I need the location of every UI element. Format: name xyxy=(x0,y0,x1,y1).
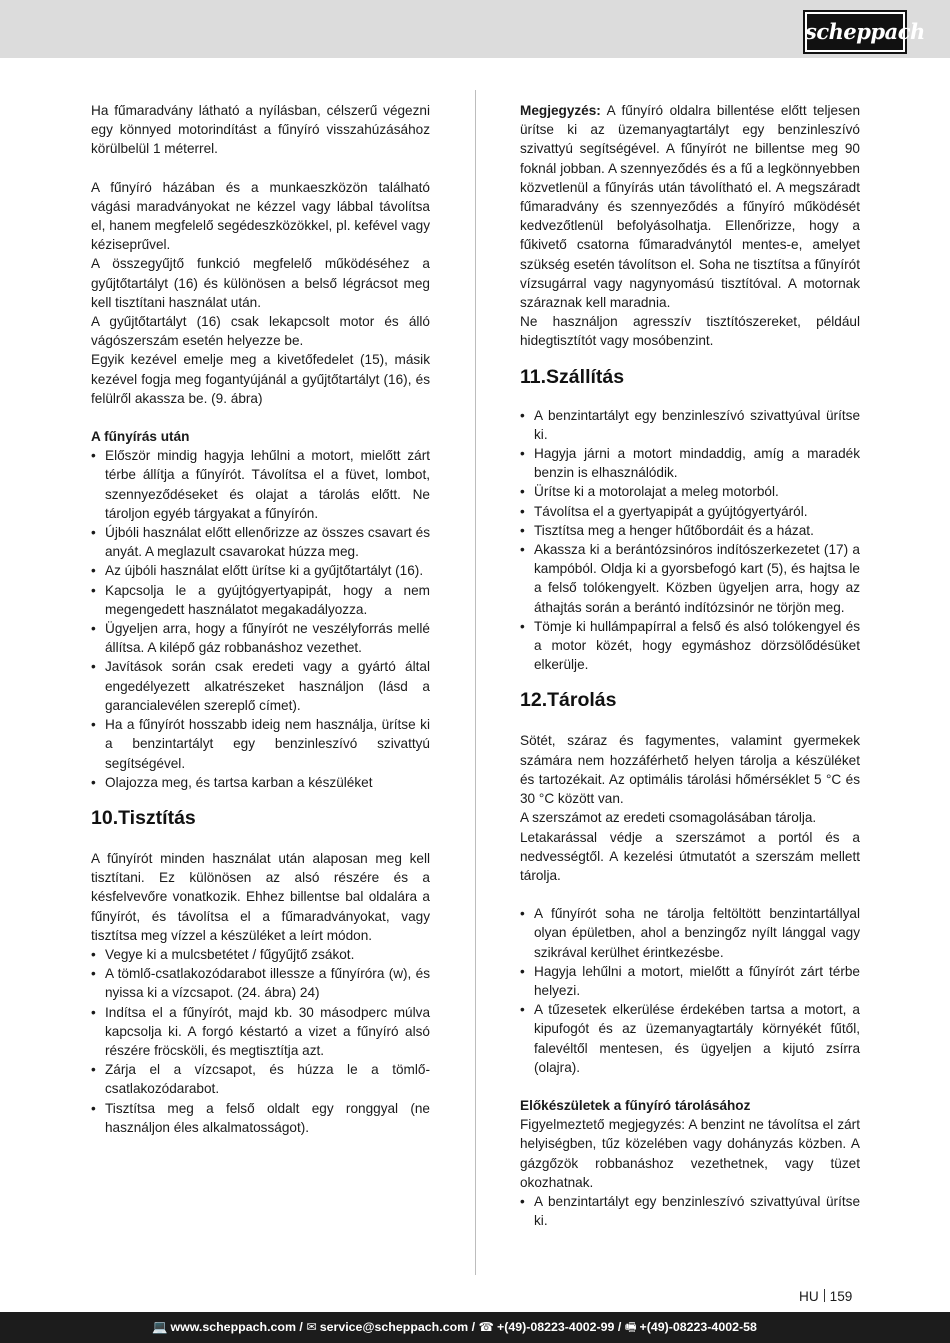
list-item: • Tisztítsa meg a henger hűtőbordáit és a házat. xyxy=(520,521,860,540)
list-item: • Ürítse ki a motorolajat a meleg motorból. xyxy=(520,482,860,501)
section-title: Tárolás xyxy=(547,689,617,712)
paragraph: Egyik kezével emelje meg a kivetőfedelet (15), másik kezével fogja meg fogantyújánál a gyűjtőtartályt (16), és felülről akassza be. (9. ábra) xyxy=(91,352,430,406)
fax-icon: 🖷 xyxy=(624,1320,637,1334)
list-item: • A fűnyírót soha ne tárolja feltöltött benzintartállyal olyan épületben, ahol a benzingőz nyílt lánggal vagy szikrával kerülhet érintkezésbe. xyxy=(520,904,860,962)
page-number-value: 159 xyxy=(829,1289,853,1304)
list-item: • A tűzesetek elkerülése érdekében tartsa a motort, a kipufogót és az üzemanyagtartály környékét fűtől, falevéltől mentesen, és ügyeljen a kijutó zsírra (olajra). xyxy=(520,1000,860,1077)
list-item: • Akassza ki a berántózsinóros indítószerkezetet (17) a kampóból. Oldja ki a gyorsbefogó kart (5), és hajtsa le a felső tolókengyelt. Közben ügyeljen arra, hogy az áthajtás során a berántó indítózsinór ne törjön meg. xyxy=(520,540,860,617)
header-bar xyxy=(0,0,950,58)
page-number xyxy=(799,1287,852,1306)
footer-website-link[interactable]: www.scheppach.com / xyxy=(170,1320,303,1334)
note-label: Megjegyzés: xyxy=(520,103,601,118)
paragraph: A összegyűjtő funkció megfelelő működéséhez a gyűjtőtartályt (16) és különösen a belső légrácsot meg kell tisztítani használat után. xyxy=(91,256,430,310)
scheppach-logo: scheppach xyxy=(803,10,907,54)
paragraph: A fűnyíró házában és a munkaeszközön található vágási maradványokat ne kézzel vagy lábbal távolítsa el, hanem megfelelő segédeszközökkel, pl. kefével vagy kéziseprűvel. xyxy=(91,179,430,253)
after-mowing-list xyxy=(91,446,430,792)
list-item: • Ügyeljen arra, hogy a fűnyírót ne veszélyforrás mellé állítsa. A kilépő gáz robbanáshoz vezethet. xyxy=(91,619,430,657)
list-item: • Zárja el a vízcsapot, és húzza le a tömlő-csatlakozódarabot. xyxy=(91,1060,430,1098)
note-text: A fűnyíró oldalra billentése előtt teljesen ürítse ki az üzemanyagtartályt egy benzinleszívó szivattyú segítségével. A fűnyírót ne billentse meg 90 foknál jobban. A szennyeződés és a fű a legkönnyebben közvetlenül a fűnyírás után távolítható el. A megszáradt fűmaradvány és szennyeződés a fűnyíró működését kedvezőtlenül befolyásolhatja. Ellenőrizze, hogy a fűkivető csatorna fűmaradványtól mentes-e, amelyet szükség esetén távolítson el. Soha ne tisztítsa a fűnyírót vízsugárral vagy nagynyomású tisztítóval. A motornak száraznak kell maradnia. xyxy=(520,103,860,311)
list-item: • A benzintartályt egy benzinleszívó szivattyúval ürítse ki. xyxy=(520,406,860,444)
note-paragraph xyxy=(520,101,860,312)
list-item: • Vegye ki a mulcsbetétet / fűgyűjtő zsákot. xyxy=(91,945,430,964)
paragraph: A fűnyírót minden használat után alaposan meg kell tisztítani. Ez különösen az alsó részére és a késfelvevőre vonatkozik. Ehhez billentse bal oldalára a fűnyírót, és távolítsa el a fűmaradványokat, vagy tisztítsa meg vízzel a készüléket a leírt módon. xyxy=(91,850,430,943)
right-column xyxy=(520,101,860,1230)
storage-prep-list xyxy=(520,1192,860,1230)
storage-list xyxy=(520,904,860,1077)
list-item: • Tömje ki hullámpapírral a felső és alsó tolókengyel és a motor közét, hogy egymáshoz dörzsölődésüket elkerülje. xyxy=(520,617,860,675)
paragraph: Letakarással védje a szerszámot a portól és a nedvességtől. A kezelési útmutatót a szerszám mellett tárolja. xyxy=(520,829,860,883)
footer-phone: +(49)-08223-4002-99 / xyxy=(496,1320,622,1334)
list-item: • Az újbóli használat előtt ürítse ki a gyűjtőtartályt (16). xyxy=(91,561,430,580)
paragraph: Sötét, száraz és fagymentes, valamint gyermekek számára nem hozzáférhető helyen tárolja a készüléket és tartozékait. Az optimális tárolási hőmérséklet 5 °C és 30 °C között van. xyxy=(520,733,860,807)
footer-email-link[interactable]: service@scheppach.com / xyxy=(319,1320,476,1334)
list-item: • Először mindig hagyja lehűlni a motort, mielőtt zárt térbe állítja a fűnyírót. Távolítsa el a füvet, lombot, szennyeződéseket és olajat a tárolás előtt. Ne tároljon egyéb tárgyakat a fűnyírón. xyxy=(91,446,430,523)
list-item: • Javítások során csak eredeti vagy a gyártó által engedélyezett alkatrészeket használjon (lásd a garancialevélen szereplő címet). xyxy=(91,657,430,715)
computer-icon: 💻 xyxy=(152,1320,168,1334)
section-heading-transport xyxy=(520,365,860,389)
paragraph: A szerszámot az eredeti csomagolásában tárolja. xyxy=(520,810,817,826)
section-title: Szállítás xyxy=(546,365,625,388)
page-number-separator xyxy=(824,1289,825,1302)
subheading-storage-prep: Előkészületek a fűnyíró tárolásához xyxy=(520,1097,751,1113)
list-item: • A tömlő-csatlakozódarabot illessze a fűnyíróra (w), és nyissa ki a vízcsapot. (24. ábra) 24) xyxy=(91,964,430,1002)
subheading-after-mowing: A fűnyírás után xyxy=(91,429,190,445)
section-title: Tisztítás xyxy=(118,806,196,829)
list-item: • Távolítsa el a gyertyapipát a gyújtógyertyáról. xyxy=(520,502,860,521)
email-icon: ✉ xyxy=(306,1320,317,1334)
section-number: 11. xyxy=(520,365,547,388)
paragraph: Ne használjon agresszív tisztítószereket, például hidegtisztítót vagy mosóbenzint. xyxy=(520,314,860,349)
footer-fax: +(49)-08223-4002-58 xyxy=(639,1320,757,1334)
phone-icon: ☎ xyxy=(478,1320,494,1334)
section-number: 10. xyxy=(91,806,119,829)
section-number: 12. xyxy=(520,689,548,712)
paragraph: Figyelmeztető megjegyzés: A benzint ne távolítsa el zárt helyiségben, tűz közelében vagy dohányzás közben. A gázgőzök robbanáshoz vezethetnek, vagy tüzet okozhatnak. xyxy=(520,1117,860,1190)
list-item: • Olajozza meg, és tartsa karban a készüléket xyxy=(91,773,430,792)
list-item: • Indítsa el a fűnyírót, majd kb. 30 másodperc múlva kapcsolja ki. A forgó késtartó a vizet a fűnyíró alsó részére fröcsköli, és megtisztítja azt. xyxy=(91,1003,430,1061)
paragraph: A gyűjtőtartályt (16) csak lekapcsolt motor és álló vágószerszám esetén helyezze be. xyxy=(91,314,430,349)
cleaning-list xyxy=(91,945,430,1137)
footer-contacts xyxy=(152,1312,757,1343)
list-item: • Tisztítsa meg a felső oldalt egy ronggyal (ne használjon éles alkalmatosságot). xyxy=(91,1099,430,1137)
paragraph: Ha fűmaradvány látható a nyílásban, célszerű végezni egy könnyed motorindítást a fűnyíró visszahúzásához körülbelül 1 méterrel. xyxy=(91,103,430,157)
list-item: • Hagyja lehűlni a motort, mielőtt a fűnyírót zárt térbe helyezi. xyxy=(520,962,860,1000)
transport-list xyxy=(520,406,860,675)
list-item: • A benzintartályt egy benzinleszívó szivattyúval ürítse ki. xyxy=(520,1192,860,1230)
column-divider xyxy=(475,90,476,1275)
language-code: HU xyxy=(799,1289,819,1304)
footer-bar xyxy=(0,1312,950,1343)
section-heading-cleaning xyxy=(91,806,430,830)
left-column xyxy=(91,101,430,1137)
list-item: • Újbóli használat előtt ellenőrizze az összes csavart és anyát. A meglazult csavarokat húzza meg. xyxy=(91,523,430,561)
list-item: • Kapcsolja le a gyújtógyertyapipát, hogy a nem megengedett használatot megakadályozza. xyxy=(91,581,430,619)
list-item: • Hagyja járni a motort mindaddig, amíg a maradék benzin is elhasználódik. xyxy=(520,444,860,482)
list-item: • Ha a fűnyírót hosszabb ideig nem használja, ürítse ki a benzintartályt egy benzinleszívó szivattyú segítségével. xyxy=(91,715,430,773)
section-heading-storage xyxy=(520,688,860,712)
